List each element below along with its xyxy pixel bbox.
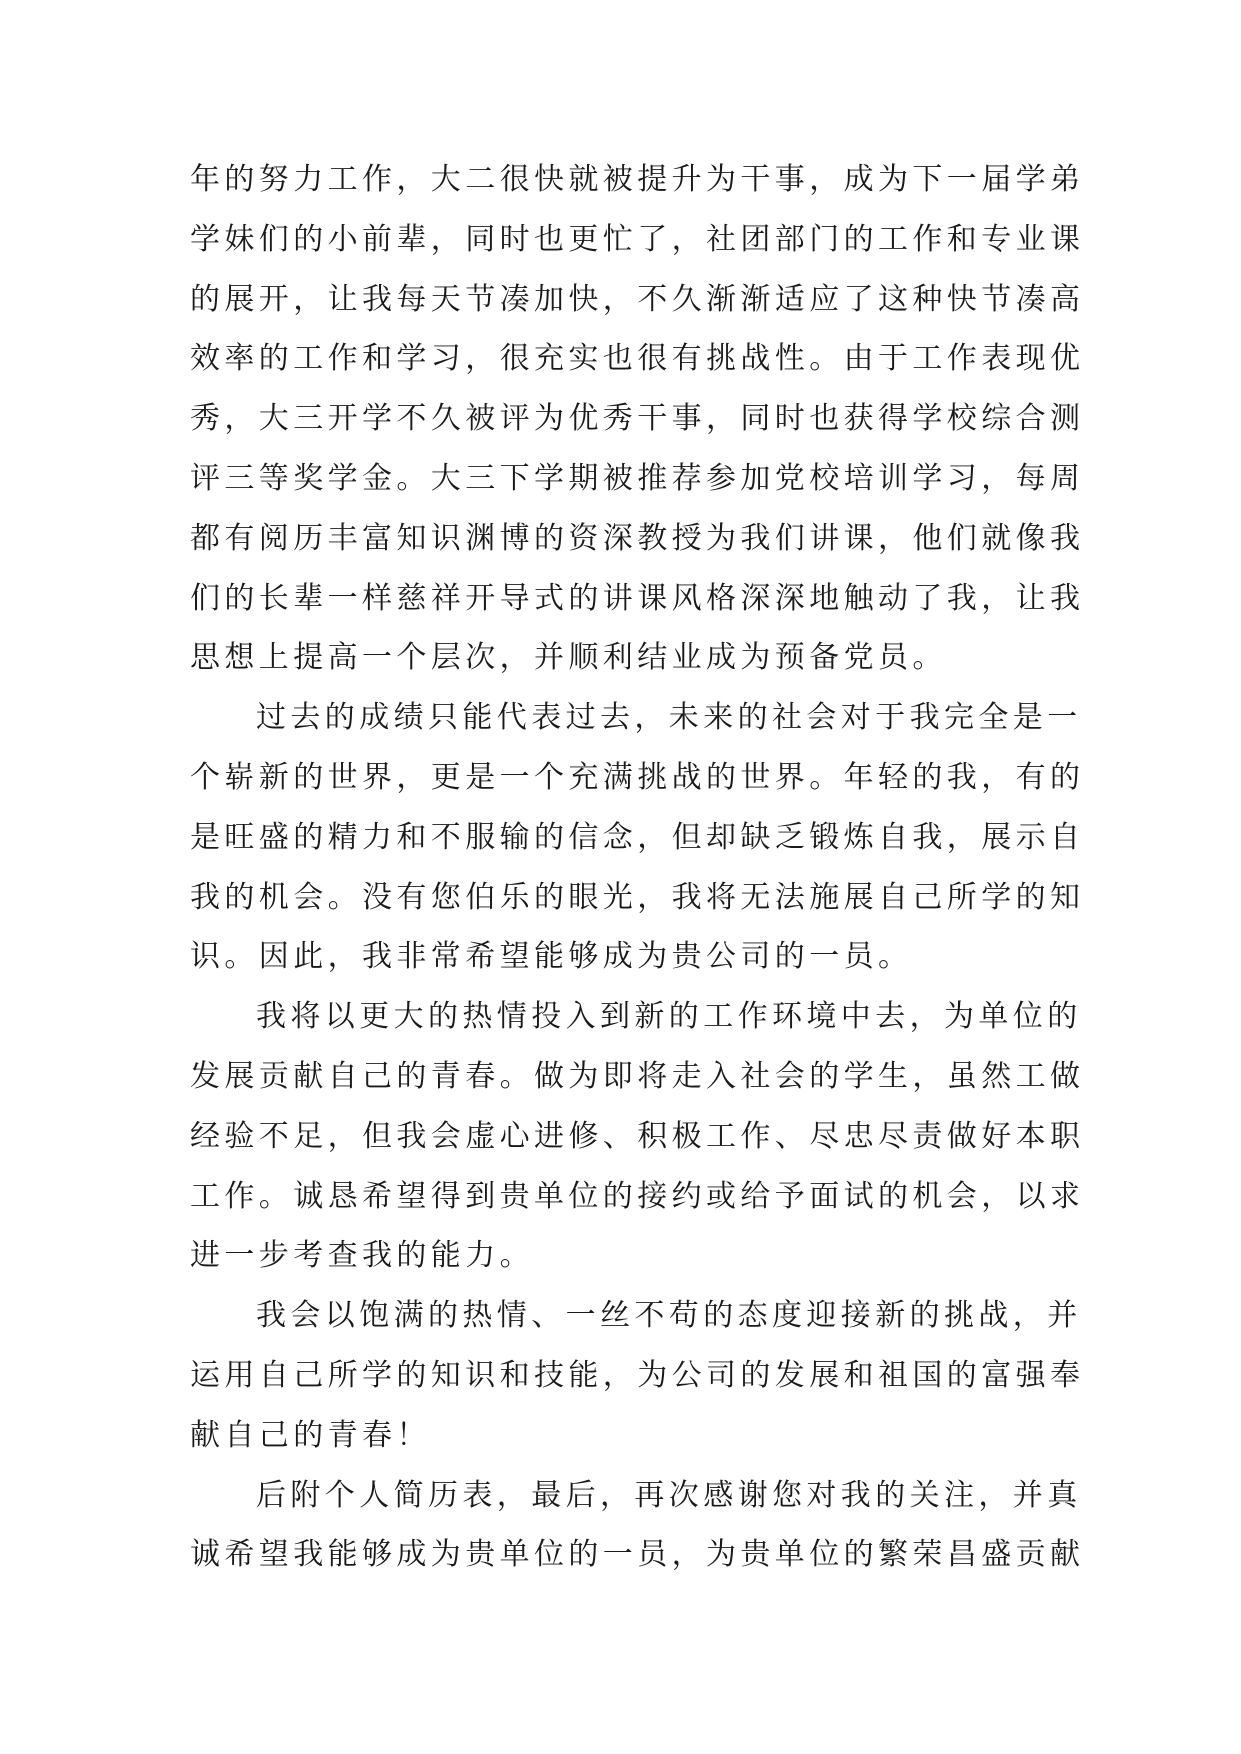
paragraph-first-line: 过去的成绩只能代表过去，未来的社会对于我完全是一 bbox=[256, 700, 1082, 736]
text-line: 思想上提高一个层次，并顺利结业成为预备党员。 bbox=[190, 640, 947, 676]
text-line: 经验不足，但我会虚心进修、积极工作、尽忠尽责做好本职 bbox=[190, 1118, 1085, 1154]
letter-body bbox=[190, 160, 1085, 1595]
text-line: 运用自己所学的知识和技能，为公司的发展和祖国的富强奉 bbox=[190, 1357, 1085, 1393]
text-line: 是旺盛的精力和不服输的信念，但却缺乏锻炼自我，展示自 bbox=[190, 819, 1085, 855]
paragraph-first-line: 我会以饱满的热情、一丝不苟的态度迎接新的挑战，并 bbox=[256, 1298, 1082, 1334]
text-line: 工作。诚恳希望得到贵单位的接约或给予面试的机会，以求 bbox=[190, 1178, 1085, 1214]
text-line: 诚希望我能够成为贵单位的一员，为贵单位的繁荣昌盛贡献 bbox=[190, 1537, 1085, 1573]
text-line: 都有阅历丰富知识渊博的资深教授为我们讲课，他们就像我 bbox=[190, 520, 1085, 556]
text-line: 们的长辈一样慈祥开导式的讲课风格深深地触动了我，让我 bbox=[190, 580, 1085, 616]
text-line: 发展贡献自己的青春。做为即将走入社会的学生，虽然工做 bbox=[190, 1058, 1085, 1094]
text-line: 识。因此，我非常希望能够成为贵公司的一员。 bbox=[190, 939, 913, 975]
text-line: 秀，大三开学不久被评为优秀干事，同时也获得学校综合测 bbox=[190, 401, 1085, 437]
text-line: 的展开，让我每天节凑加快，不久渐渐适应了这种快节凑高 bbox=[190, 281, 1085, 317]
text-line: 学妹们的小前辈，同时也更忙了，社团部门的工作和专业课 bbox=[190, 221, 1085, 257]
paragraph-first-line: 我将以更大的热情投入到新的工作环境中去，为单位的 bbox=[256, 999, 1082, 1035]
text-line: 个崭新的世界，更是一个充满挑战的世界。年轻的我，有的 bbox=[190, 759, 1085, 795]
text-line: 年的努力工作，大二很快就被提升为干事，成为下一届学弟 bbox=[190, 162, 1085, 197]
text-line: 效率的工作和学习，很充实也很有挑战性。由于工作表现优 bbox=[190, 341, 1085, 377]
text-line: 评三等奖学金。大三下学期被推荐参加党校培训学习，每周 bbox=[190, 460, 1085, 496]
paragraph-first-line: 后附个人简历表，最后，再次感谢您对我的关注，并真 bbox=[256, 1477, 1082, 1513]
text-line: 献自己的青春！ bbox=[190, 1417, 431, 1453]
text-line: 进一步考查我的能力。 bbox=[190, 1238, 534, 1274]
text-line: 我的机会。没有您伯乐的眼光，我将无法施展自己所学的知 bbox=[190, 879, 1085, 915]
